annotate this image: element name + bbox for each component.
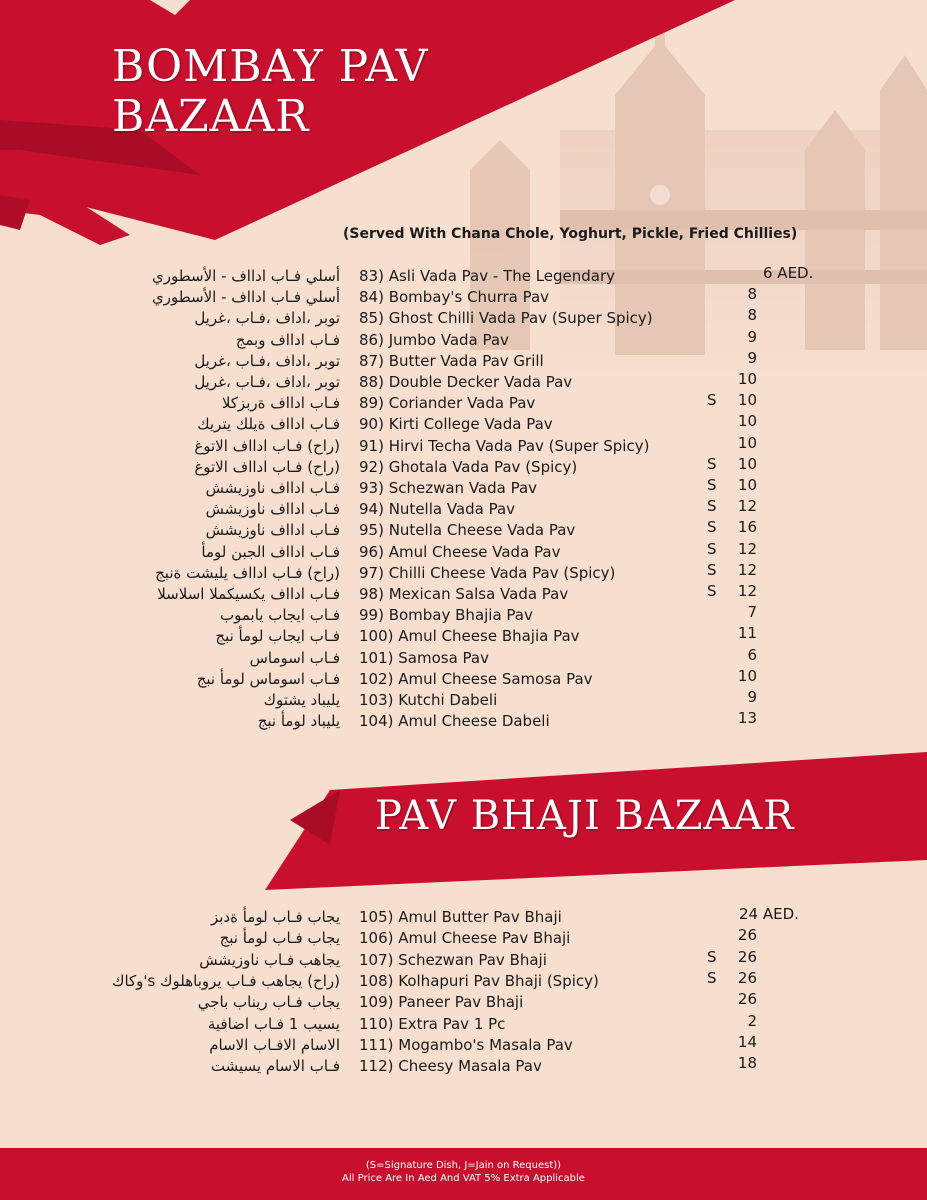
menu-item-price: 24 AED.: [739, 905, 799, 923]
menu-item-price: 10: [737, 666, 757, 685]
menu-item-name: 104) Amul Cheese Dabeli: [359, 712, 550, 731]
menu-item-arabic-name: فـاب ايجاب لومأ نبج: [215, 627, 340, 646]
menu-item: [0, 539, 927, 563]
menu-item-name: 103) Kutchi Dabeli: [359, 691, 498, 709]
menu-item-price: 18: [737, 1054, 757, 1073]
menu-item-price: 10: [737, 412, 757, 431]
menu-item-arabic-name: يليباد لومأ نبج: [257, 712, 340, 731]
menu-item-price: 6: [747, 645, 757, 664]
menu-item: [0, 992, 927, 1013]
menu-item-arabic-name: (راح) يجاهب فـاب يروباهلوك s'وكاك: [112, 971, 340, 990]
menu-item-price: 26: [737, 968, 757, 987]
menu-item-name: 109) Paneer Pav Bhaji: [359, 993, 524, 1012]
menu-item-price: 6 AED.: [763, 264, 814, 282]
menu-item-name: 112) Cheesy Masala Pav: [359, 1057, 542, 1076]
signature-marker: S: [707, 582, 717, 600]
menu-item: [0, 478, 927, 499]
served-with-note: (Served With Chana Chole, Yoghurt, Pickle, Fried Chillies): [343, 226, 798, 242]
menu-item-arabic-name: (راح) فـاب ادااف يليشت ةنبج: [155, 563, 340, 582]
menu-item: [0, 645, 927, 669]
signature-marker: S: [707, 560, 717, 579]
menu-item: [0, 947, 927, 971]
menu-item: [0, 454, 927, 478]
menu-item-arabic-name: فـاب اسوماس لومأ نبج: [196, 669, 340, 688]
menu-item-arabic-name: توبر ،اداف ،فـاب ،غريل: [194, 373, 340, 391]
section-title-pav-bhaji: PAV BHAJI BAZAAR: [375, 793, 795, 839]
menu-item-arabic-name: توبر ،اداف ،فـاب ،غريل: [194, 309, 340, 328]
menu-item-name: 85) Ghost Chilli Vada Pav (Super Spicy): [359, 309, 653, 328]
menu-item-price: 10: [737, 391, 757, 410]
menu-item-name: 91) Hirvi Techa Vada Pav (Super Spicy): [359, 436, 650, 455]
menu-item: [0, 690, 927, 711]
menu-item-arabic-name: الاسام الافـاب الاسام: [209, 1035, 340, 1054]
menu-item-name: 105) Amul Butter Pav Bhaji: [359, 908, 562, 926]
menu-item-price: 12: [737, 497, 757, 516]
menu-item: [0, 1056, 927, 1077]
menu-item-name: 101) Samosa Pav: [359, 648, 489, 667]
menu-item: [0, 348, 927, 372]
menu-item-arabic-name: فـاب ادااف يكسيكملا اسلاسلا: [157, 585, 340, 603]
menu-item-price: 26: [737, 926, 757, 945]
menu-item-price: 10: [737, 370, 757, 388]
menu-item-name: 92) Ghotala Vada Pav (Spicy): [359, 457, 578, 476]
menu-item-name: 97) Chilli Cheese Vada Pav (Spicy): [359, 563, 616, 582]
menu-item: [0, 287, 927, 308]
menu-item-price: 11: [737, 624, 757, 643]
menu-item: [0, 1032, 927, 1056]
menu-item-arabic-name: يجاب فـاب لومأ ةدبز: [210, 908, 340, 926]
menu-item: [0, 308, 927, 329]
menu-item-arabic-name: فـاب ايجاب يابموب: [220, 606, 340, 625]
menu-item-name: 95) Nutella Cheese Vada Pav: [359, 521, 576, 540]
menu-item-price: 26: [737, 947, 757, 966]
menu-item-name: 99) Bombay Bhajia Pav: [359, 606, 533, 625]
menu-item-price: 14: [737, 1032, 757, 1051]
menu-item-arabic-name: فـاب اسوماس: [249, 648, 340, 667]
menu-item-price: 26: [737, 990, 757, 1009]
menu-item-name: 86) Jumbo Vada Pav: [359, 330, 509, 349]
menu-item-arabic-name: يجاب فـاب ريناب باجي: [197, 993, 340, 1012]
menu-item-price: 12: [737, 560, 757, 579]
menu-item-price: 12: [737, 582, 757, 600]
menu-item-price: 10: [737, 476, 757, 494]
menu-item-arabic-name: فـاب ادااف ناوزيشش: [205, 500, 340, 519]
menu-item-price: 16: [737, 518, 757, 537]
menu-item-name: 106) Amul Cheese Pav Bhaji: [359, 929, 571, 948]
menu-item: [0, 968, 927, 992]
footer-vat-note: All Price Are In Aed And VAT 5% Extra Applicable: [342, 1173, 585, 1184]
menu-item: [0, 327, 927, 351]
menu-item-arabic-name: فـاب ادااف وبمج: [235, 330, 340, 349]
menu-item-price: 9: [747, 688, 757, 706]
menu-item-name: 96) Amul Cheese Vada Pav: [359, 542, 561, 561]
menu-item-price: 10: [737, 433, 757, 452]
menu-item-name: 93) Schezwan Vada Pav: [359, 479, 538, 497]
menu-item-arabic-name: فـاب ادااف الجبن لومأ: [201, 542, 340, 561]
menu-item-price: 9: [747, 327, 757, 346]
menu-item-name: 100) Amul Cheese Bhajia Pav: [359, 627, 580, 646]
menu-item: [0, 499, 927, 520]
menu-item: [0, 907, 927, 928]
menu-item-arabic-name: فـاب ادااف ناوزيشش: [205, 521, 340, 540]
menu-item-price: 10: [737, 454, 757, 473]
menu-item-arabic-name: يجاب فـاب لومأ نبج: [219, 929, 340, 948]
signature-marker: S: [707, 539, 717, 558]
menu-item-name: 88) Double Decker Vada Pav: [359, 373, 573, 391]
menu-item-name: 108) Kolhapuri Pav Bhaji (Spicy): [359, 971, 599, 990]
menu-item-arabic-name: (راح) فـاب ادااف الاتوغ: [194, 436, 340, 455]
title-line-2: BAZAAR: [112, 91, 310, 142]
menu-item-arabic-name: فـاب ادااف ةيلك يتريك: [197, 415, 340, 434]
menu-item-arabic-name: أسلي فـاب ادااف - الأسطوري: [151, 267, 340, 285]
menu-item-arabic-name: (راح) فـاب ادااف الاتوغ: [194, 457, 340, 476]
menu-item-name: 90) Kirti College Vada Pav: [359, 415, 553, 434]
signature-marker: S: [707, 476, 717, 494]
menu-item: [0, 928, 927, 949]
menu-item: [0, 372, 927, 393]
menu-item: [0, 414, 927, 435]
menu-item: [0, 605, 927, 626]
menu-item-name: 87) Butter Vada Pav Grill: [359, 351, 544, 370]
menu-item-arabic-name: فـاب ادااف ةربزكلا: [221, 394, 340, 413]
menu-item-price: 8: [747, 285, 757, 304]
menu-item-arabic-name: فـاب الاسام يسيشت: [210, 1057, 340, 1076]
menu-item-price: 2: [747, 1011, 757, 1030]
footer-bar: [0, 1148, 927, 1200]
menu-item: [0, 266, 927, 287]
menu-item-price: 13: [737, 709, 757, 728]
menu-item: [0, 711, 927, 732]
menu-item-arabic-name: يسيب 1 فـاب اضافية: [207, 1014, 340, 1033]
signature-marker: S: [707, 968, 717, 987]
menu-item-arabic-name: أسلي فـاب ادااف - الأسطوري: [151, 288, 340, 307]
menu-item-name: 84) Bombay's Churra Pav: [359, 288, 550, 307]
menu-item-name: 98) Mexican Salsa Vada Pav: [359, 585, 569, 603]
menu-item: [0, 666, 927, 690]
menu-item-name: 102) Amul Cheese Samosa Pav: [359, 669, 593, 688]
footer-legend: (S=Signature Dish, J=Jain on Request)): [365, 1160, 562, 1171]
menu-item-arabic-name: توبر ،اداف ،فـاب ،غريل: [194, 351, 340, 370]
section-title-bombay-pav: [112, 42, 492, 142]
menu-item: [0, 1011, 927, 1035]
menu-item: [0, 393, 927, 414]
signature-marker: S: [707, 518, 717, 537]
title-line-1: BOMBAY PAV: [112, 41, 429, 92]
menu-item-price: 8: [747, 306, 757, 325]
menu-item-arabic-name: فـاب ادااف ناوزيشش: [205, 479, 340, 497]
signature-marker: S: [707, 947, 717, 966]
menu-item-name: 111) Mogambo's Masala Pav: [359, 1035, 573, 1054]
menu-item-price: 7: [747, 603, 757, 622]
menu-item-name: 94) Nutella Vada Pav: [359, 500, 516, 519]
menu-item-arabic-name: يجاهب فـاب ناوزيشش: [199, 950, 340, 969]
menu-item-price: 9: [747, 348, 757, 367]
menu-item: [0, 626, 927, 647]
signature-marker: S: [707, 391, 717, 410]
menu-item-name: 110) Extra Pav 1 Pc: [359, 1014, 506, 1033]
menu-item-name: 89) Coriander Vada Pav: [359, 394, 536, 413]
signature-marker: S: [707, 454, 717, 473]
menu-item: [0, 584, 927, 605]
menu-item-arabic-name: يليباد يشتوك: [263, 691, 340, 709]
menu-item: [0, 520, 927, 541]
menu-item-price: 12: [737, 539, 757, 558]
menu-item-name: 107) Schezwan Pav Bhaji: [359, 950, 547, 969]
signature-marker: S: [707, 497, 717, 516]
menu-item: [0, 433, 927, 457]
menu-item: [0, 560, 927, 584]
menu-item-name: 83) Asli Vada Pav - The Legendary: [359, 267, 616, 285]
